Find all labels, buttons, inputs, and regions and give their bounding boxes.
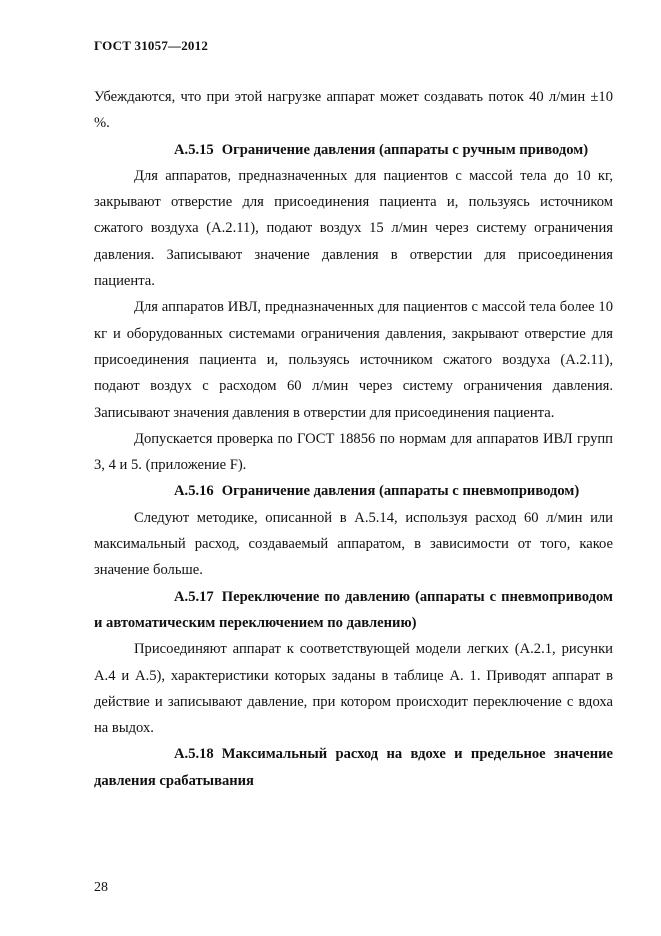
section-title: Переключение по давлению (аппараты с пневмоприводом и автоматическим переключением по давлению) [94,588,613,631]
section-heading-a5-17 [94,584,613,637]
paragraph-pressure-limit-child: Для аппаратов, предназначенных для пациентов с массой тела до 10 кг, закрывают отверстие для присоединения пациента и, пользуясь источником сжатого воздуха (A.2.11), подают воздух 15 л/мин через систему ограничения давления. Записывают значение давления в отверстии для присоединения пациента. [94,167,613,290]
section-heading-a5-18 [94,741,613,794]
section-number: A.5.16 [174,483,214,500]
page-number: 28 [94,880,108,895]
paragraph-pressure-switch: Присоединяют аппарат к соответствующей модели легких (A.2.1, рисунки А.4 и А.5), характеристики которых заданы в таблице А. 1. Приводят аппарат в действие и записывают давление, при котором происходит переключение с вдоха на выдох. [94,641,613,737]
section-number: A.5.17 [174,588,214,605]
section-number: A.5.18 [174,746,214,763]
document-body [94,84,613,794]
paragraph-pneumatic-method: Следуют методике, описанной в А.5.14, используя расход 60 л/мин или максимальный расход, создаваемый аппаратом, в зависимости от того, какое значение больше. [94,509,613,579]
paragraph-pressure-limit-adult: Для аппаратов ИВЛ, предназначенных для пациентов с массой тела более 10 кг и оборудованных системами ограничения давления, закрывают отверстие для присоединения пациента и, пользуясь источником сжатого воздуха (А.2.11), подают воздух с расходом 60 л/мин через систему ограничения давления. Записывают значения давления в отверстии для присоединения пациента. [94,299,613,421]
section-title: Максимальный расход на вдохе и предельное значение давления срабатывания [94,746,613,789]
section-heading-a5-15 [94,137,613,163]
section-heading-a5-16 [94,478,613,504]
section-title: Ограничение давления (аппараты с пневмоприводом) [221,483,580,500]
paragraph-flow-test: Убеждаются, что при этой нагрузке аппарат может создавать поток 40 л/мин ±10 %. [94,89,613,132]
document-header: ГОСТ 31057—2012 [94,38,209,53]
section-title: Ограничение давления (аппараты с ручным приводом) [221,141,589,158]
section-number: A.5.15 [174,141,214,158]
paragraph-gost-check: Допускается проверка по ГОСТ 18856 по нормам для аппаратов ИВЛ групп 3, 4 и 5. (приложение F). [94,430,613,474]
